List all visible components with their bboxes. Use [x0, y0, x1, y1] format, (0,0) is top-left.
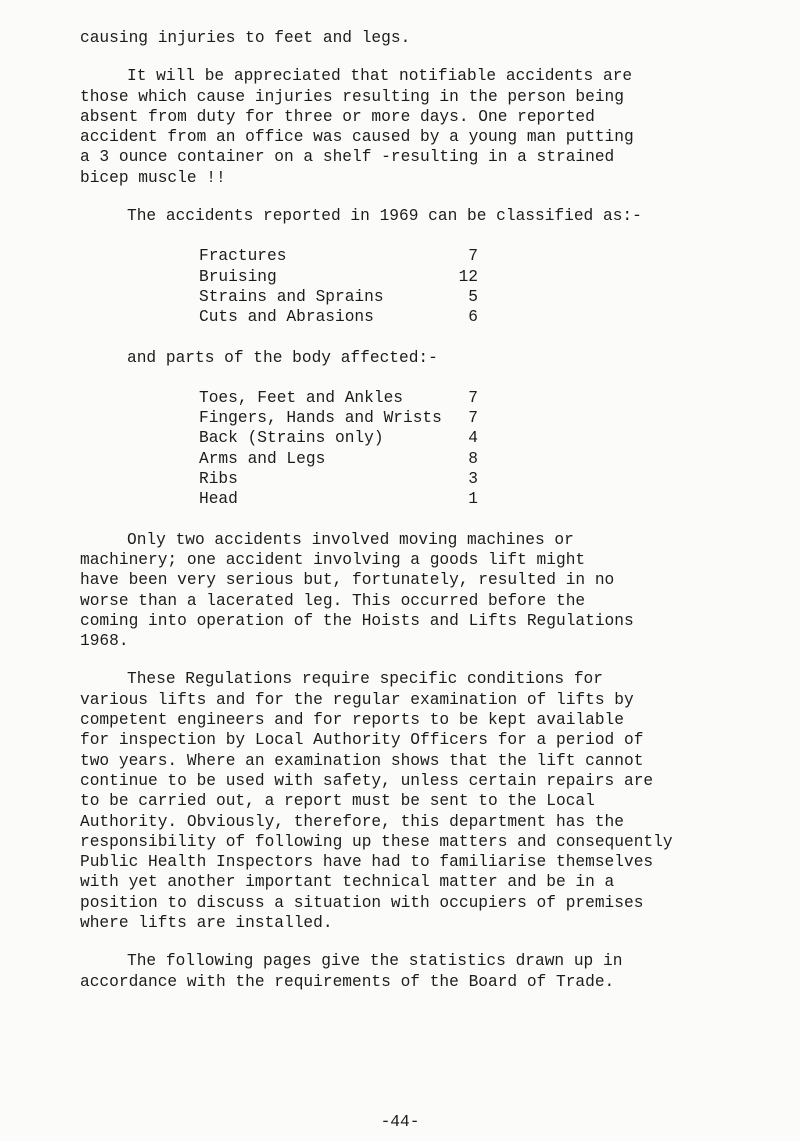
injury-type-row — [199, 287, 478, 307]
injury-type-row-label: Cuts and Abrasions — [199, 308, 374, 327]
classification-intro: The accidents reported in 1969 can be classified as:- — [127, 207, 642, 226]
body-part-row-count: 7 — [468, 409, 478, 428]
body-part-row — [199, 469, 478, 489]
body-part-row — [199, 408, 478, 428]
body-part-row-count: 1 — [468, 490, 478, 509]
injury-type-row-label: Strains and Sprains — [199, 287, 384, 306]
body-part-row-label: Fingers, Hands and Wrists — [199, 409, 442, 428]
injury-type-row-label: Bruising — [199, 267, 277, 286]
injury-type-row-count: 6 — [468, 308, 478, 327]
document-page — [80, 28, 780, 992]
body-part-row — [199, 489, 478, 509]
body-part-row-label: Toes, Feet and Ankles — [199, 388, 403, 407]
body-part-row-label: Back (Strains only) — [199, 429, 384, 448]
injury-type-row-count: 5 — [468, 287, 478, 306]
opening-line: causing injuries to feet and legs. — [80, 29, 411, 47]
body-part-row — [199, 449, 478, 469]
paragraph-statistics: The following pages give the statistics drawn up in accordance with the requirements of the Board of Trade. — [80, 952, 623, 991]
injury-type-row-label: Fractures — [199, 247, 287, 266]
body-part-row-count: 4 — [468, 429, 478, 448]
body-part-row-count: 3 — [468, 470, 478, 489]
paragraph-regulations: These Regulations require specific conditions for various lifts and for the regular examination of lifts by competent engineers and for reports to be kept available for inspection by Local Authority Officers for a period of two years. Where an examination shows that the lift cannot continue to be used with safety, unless certain repairs are to be carried out, a report must be sent to the Local Authority. Obviously, therefore, this department has the responsibility of following up these matters and consequently Public Health Inspectors have had to familiarise themselves with yet another important technical matter and be in a position to discuss a situation with occupiers of premises where lifts are installed. — [80, 670, 673, 932]
body-parts-list — [199, 388, 478, 510]
injury-type-row-count: 12 — [458, 267, 478, 286]
body-part-row-label: Arms and Legs — [199, 449, 326, 468]
body-part-row-count: 7 — [468, 388, 478, 407]
body-part-row — [199, 428, 478, 448]
paragraph-machinery: Only two accidents involved moving machines or machinery; one accident involving a goods lift might have been very serious but, fortunately, resulted in no worse than a lacerated leg. This occurred before the coming into operation of the Hoists and Lifts Regulations 1968. — [80, 530, 634, 651]
injury-type-row — [199, 267, 478, 287]
injury-type-row — [199, 307, 478, 327]
page-number: -44- — [380, 1113, 420, 1131]
paragraph-notifiable-accidents: It will be appreciated that notifiable accidents are those which cause injuries resulting in the person being absent from duty for three or more days. One reported accident from an office was caused by a young man putting a 3 ounce container on a shelf -resulting in a strained bicep muscle !! — [80, 67, 634, 187]
body-parts-intro: and parts of the body affected:- — [127, 348, 438, 367]
body-part-row — [199, 388, 478, 408]
body-part-row-label: Ribs — [199, 470, 238, 489]
injury-type-row-count: 7 — [468, 247, 478, 266]
body-part-row-label: Head — [199, 490, 238, 509]
body-part-row-count: 8 — [468, 449, 478, 468]
injury-type-row — [199, 246, 478, 266]
injury-types-list — [199, 246, 478, 327]
